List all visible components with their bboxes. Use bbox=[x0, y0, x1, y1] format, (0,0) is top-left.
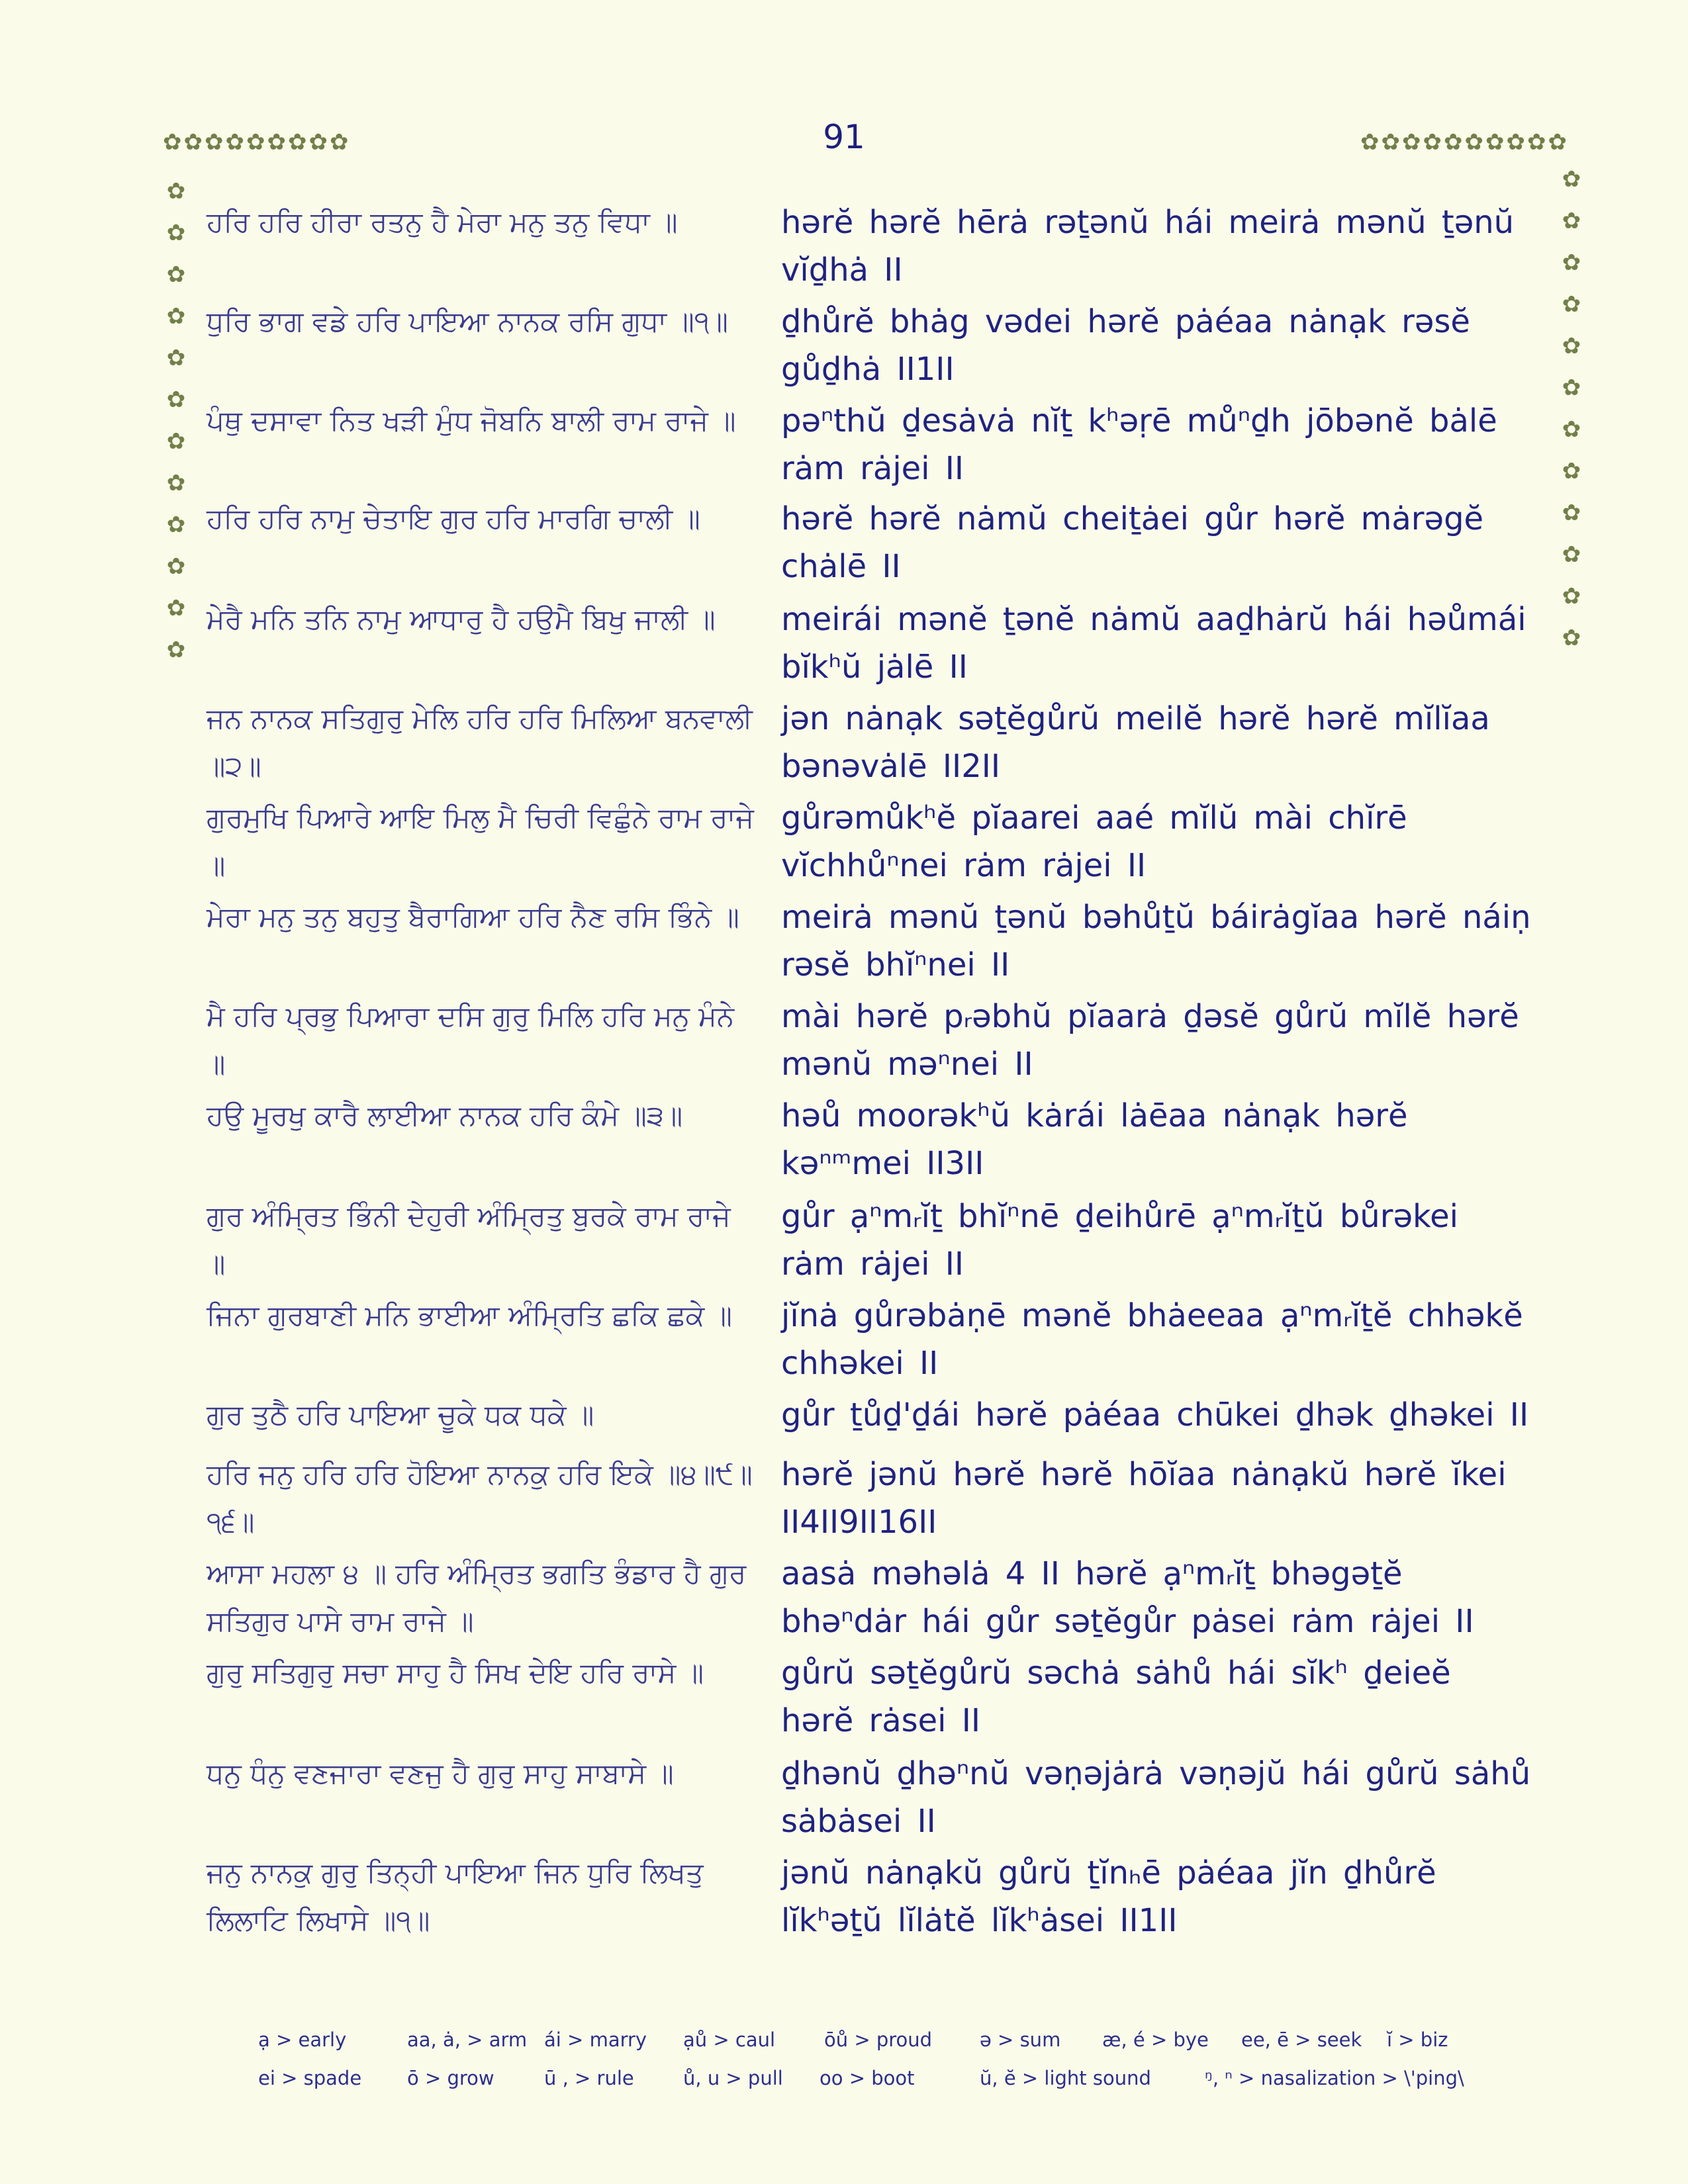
flower-ornament-icon: ✿ bbox=[166, 512, 186, 538]
flower-ornament-icon: ✿ bbox=[1485, 129, 1507, 156]
flower-ornament-icon: ✿ bbox=[288, 129, 309, 156]
flower-ornament-icon: ✿ bbox=[267, 129, 288, 156]
legend-row bbox=[258, 2028, 1516, 2067]
legend-item: ō > grow bbox=[407, 2067, 494, 2089]
flower-ornament-icon: ✿ bbox=[1506, 129, 1527, 156]
transliteration-text: ḏhənŭ ḏhəⁿnŭ vəṇəjȧrȧ vəṇəjŭ hái gůrŭ sȧhů sȧbȧsei II bbox=[781, 1755, 1531, 1840]
flower-ornament-icon: ✿ bbox=[166, 553, 186, 580]
gurmukhi-text: ਹਰਿ ਹਰਿ ਹੀਰਾ ਰਤਨੁ ਹੈ ਮੇਰਾ ਮਨੁ ਤਨੁ ਵਿਧਾ ॥ bbox=[207, 206, 678, 238]
gurmukhi-text: ਪੰਥੁ ਦਸਾਵਾ ਨਿਤ ਖੜੀ ਮੁੰਧ ਜੋਬਨਿ ਬਾਲੀ ਰਾਮ ਰਾਜੇ ॥ bbox=[207, 404, 736, 437]
flower-ornament-icon: ✿ bbox=[166, 303, 186, 330]
transliteration-text: gůr ạⁿmᵣĭṯ bhĭⁿnē ḏeihůrē ạⁿmᵣĭṯŭ bůrəkei rȧm rȧjei II bbox=[781, 1198, 1458, 1283]
flower-ornament-icon: ✿ bbox=[1562, 375, 1581, 401]
flower-ornament-icon: ✿ bbox=[1562, 583, 1581, 610]
legend-item: ōů > proud bbox=[824, 2028, 933, 2051]
transliteration-text: hərĕ jənŭ hərĕ hərĕ hōĭaa nȧnạkŭ hərĕ ĭkei II4II9II16II bbox=[781, 1456, 1507, 1541]
gurmukhi-text: ਹਰਿ ਜਨੁ ਹਰਿ ਹਰਿ ਹੋਇਆ ਨਾਨਕੁ ਹਰਿ ਇਕੇ ॥੪॥੯॥੧੬॥ bbox=[207, 1458, 753, 1538]
transliteration-text: meirái mənĕ ṯənĕ nȧmŭ aaḏhȧrŭ hái həůmái bĭkʰŭ jȧlē II bbox=[781, 601, 1526, 686]
flower-ornament-icon: ✿ bbox=[183, 129, 205, 156]
transliteration-text: həů moorəkʰŭ kȧrái lȧēaa nȧnạk hərĕ kəⁿᵐmei II3II bbox=[781, 1097, 1408, 1182]
legend-item: ů, u > pull bbox=[683, 2067, 783, 2089]
flower-ornament-icon: ✿ bbox=[205, 129, 226, 156]
transliteration-text: meirȧ mənŭ ṯənŭ bəhůṯŭ báirȧgĭaa hərĕ náiṇ rəsĕ bhĭⁿnei II bbox=[781, 899, 1531, 983]
transliteration-text: gůrəmůkʰĕ pĭaarei aaé mĭlŭ mài chĭrē vĭchhůⁿnei rȧm rȧjei II bbox=[781, 799, 1407, 884]
flower-ornament-icon: ✿ bbox=[1562, 416, 1581, 443]
gurmukhi-text: ਗੁਰਮੁਖਿ ਪਿਆਰੇ ਆਇ ਮਿਲੁ ਮੈ ਚਿਰੀ ਵਿਛੁੰਨੇ ਰਾਮ ਰਾਜੇ ॥ bbox=[207, 801, 754, 882]
flower-ornament-icon: ✿ bbox=[225, 129, 246, 156]
legend-item: ĭ > biz bbox=[1387, 2028, 1448, 2051]
gurmukhi-text: ਧੁਰਿ ਭਾਗ ਵਡੇ ਹਰਿ ਪਾਇਆ ਨਾਨਕ ਰਸਿ ਗੁਧਾ ॥੧॥ bbox=[207, 305, 728, 338]
transliteration-text: ḏhůrĕ bhȧg vədei hərĕ pȧéaa nȧnạk rəsĕ gůḏhȧ II1II bbox=[781, 303, 1470, 388]
flower-ornament-icon: ✿ bbox=[1381, 129, 1402, 156]
gurmukhi-text: ਗੁਰ ਅੰਮ੍ਰਿਤ ਭਿੰਨੀ ਦੇਹੁਰੀ ਅੰਮ੍ਰਿਤੁ ਬੁਰਕੇ ਰਾਮ ਰਾਜੇ ॥ bbox=[207, 1200, 731, 1280]
transliteration-text: jənŭ nȧnạkŭ gůrŭ ṯĭnₕē pȧéaa jĭn ḏhůrĕ lĭkʰəṯŭ lĭlȧtĕ lĭkʰȧsei II1II bbox=[781, 1854, 1436, 1939]
legend-item: ə > sum bbox=[980, 2028, 1061, 2051]
flower-ornament-icon: ✿ bbox=[1562, 166, 1581, 193]
gurmukhi-text: ਗੁਰ ਤੁਠੈ ਹਰਿ ਪਾਇਆ ਚੂਕੇ ਧਕ ਧਕੇ ॥ bbox=[207, 1398, 594, 1431]
flower-ornament-icon: ✿ bbox=[1562, 250, 1581, 276]
gurmukhi-text: ਆਸਾ ਮਹਲਾ ੪ ॥ ਹਰਿ ਅੰਮ੍ਰਿਤ ਭਗਤਿ ਭੰਡਾਰ ਹੈ ਗੁਰ ਸਤਿਗੁਰ ਪਾਸੇ ਰਾਮ ਰਾਜੇ ॥ bbox=[207, 1557, 747, 1637]
flower-ornament-icon: ✿ bbox=[1464, 129, 1485, 156]
gurmukhi-text: ਜਿਨਾ ਗੁਰਬਾਣੀ ਮਨਿ ਭਾਈਆ ਅੰਮ੍ਰਿਤਿ ਛਕਿ ਛਕੇ ॥ bbox=[207, 1299, 732, 1332]
flower-ornament-icon: ✿ bbox=[1562, 541, 1581, 568]
flower-ornament-icon: ✿ bbox=[166, 470, 186, 496]
flower-ornament-icon: ✿ bbox=[1423, 129, 1444, 156]
flower-ornament-icon: ✿ bbox=[163, 129, 184, 156]
transliteration-text: hərĕ hərĕ nȧmŭ cheiṯȧei gůr hərĕ mȧrəgĕ chȧlē II bbox=[781, 500, 1484, 585]
flower-ornament-icon: ✿ bbox=[246, 129, 267, 156]
legend-item: ee, ē > seek bbox=[1241, 2028, 1362, 2051]
flower-ornament-icon: ✿ bbox=[1562, 625, 1581, 651]
flower-ornament-icon: ✿ bbox=[1562, 333, 1581, 359]
transliteration-text: gůr ṯůḏ'ḏái hərĕ pȧéaa chūkei ḏhək ḏhəkei II bbox=[781, 1396, 1529, 1433]
flower-ornament-icon: ✿ bbox=[1360, 129, 1382, 156]
flower-ornament-icon: ✿ bbox=[166, 595, 186, 621]
gurmukhi-text: ਗੁਰੁ ਸਤਿਗੁਰੁ ਸਚਾ ਸਾਹੁ ਹੈ ਸਿਖ ਦੇਇ ਹਰਿ ਰਾਸੇ ॥ bbox=[207, 1657, 704, 1689]
transliteration-text: jĭnȧ gůrəbȧṇē mənĕ bhȧeeaa ạⁿmᵣĭṯĕ chhəkĕ chhəkei II bbox=[781, 1297, 1523, 1382]
gurmukhi-text: ਜਨ ਨਾਨਕ ਸਤਿਗੁਰੁ ਮੇਲਿ ਹਰਿ ਹਰਿ ਮਿਲਿਆ ਬਨਵਾਲੀ ॥੨॥ bbox=[207, 702, 753, 782]
flower-ornament-icon: ✿ bbox=[166, 261, 186, 288]
flower-ornament-icon: ✿ bbox=[1562, 208, 1581, 234]
legend-item: aa, ȧ, > arm bbox=[407, 2028, 528, 2051]
legend-item: ū , > rule bbox=[544, 2067, 634, 2089]
flower-ornament-icon: ✿ bbox=[166, 345, 186, 371]
gurmukhi-text: ਮੈ ਹਰਿ ਪ੍ਰਭੁ ਪਿਆਰਾ ਦਸਿ ਗੁਰੁ ਮਿਲਿ ਹਰਿ ਮਨੁ ਮੰਨੇ ॥ bbox=[207, 1000, 735, 1080]
flower-ornament-icon: ✿ bbox=[330, 129, 351, 156]
flower-ornament-icon: ✿ bbox=[166, 387, 186, 413]
page-number: 91 bbox=[823, 118, 865, 156]
legend-item: oo > boot bbox=[820, 2067, 915, 2089]
flower-border-top-right bbox=[1360, 131, 1569, 154]
gurmukhi-text: ਜਨੁ ਨਾਨਕੁ ਗੁਰੁ ਤਿਨ੍ਹੀ ਪਾਇਆ ਜਿਨ ਧੁਰਿ ਲਿਖਤੁ ਲਿਲਾਟਿ ਲਿਖਾਸੇ ॥੧॥ bbox=[207, 1856, 704, 1936]
legend-item: æ, é > bye bbox=[1102, 2028, 1209, 2051]
transliteration-text: aasȧ məhəlȧ 4 II hərĕ ạⁿmᵣĭṯ bhəgəṯĕ bhəⁿdȧr hái gůr səṯĕgůr pȧsei rȧm rȧjei II bbox=[781, 1555, 1474, 1640]
transliteration-text: mài hərĕ pᵣəbhŭ pĭaarȧ ḏəsĕ gůrŭ mĭlĕ hərĕ mənŭ məⁿnei II bbox=[781, 998, 1519, 1083]
legend-item: ái > marry bbox=[544, 2028, 647, 2051]
gurmukhi-text: ਮੇਰਾ ਮਨੁ ਤਨੁ ਬਹੁਤੁ ਬੈਰਾਗਿਆ ਹਰਿ ਨੈਣ ਰਸਿ ਭਿੰਨੇ ॥ bbox=[207, 901, 739, 933]
transliteration-text: hərĕ hərĕ hērȧ rəṯənŭ hái meirȧ mənŭ ṯənŭ vĭḏhȧ II bbox=[781, 204, 1515, 289]
gurmukhi-text: ਹਰਿ ਹਰਿ ਨਾਮੁ ਚੇਤਾਇ ਗੁਰ ਹਰਿ ਮਾਰਗਿ ਚਾਲੀ ॥ bbox=[207, 502, 700, 535]
legend-item: ạ > early bbox=[258, 2028, 347, 2051]
flower-ornament-icon: ✿ bbox=[1444, 129, 1465, 156]
flower-ornament-icon: ✿ bbox=[1562, 458, 1581, 484]
legend-row bbox=[258, 2067, 1516, 2105]
gurmukhi-text: ਮੇਰੈ ਮਨਿ ਤਨਿ ਨਾਮੁ ਆਧਾਰੁ ਹੈ ਹਉਮੈ ਬਿਖੁ ਜਾਲੀ ॥ bbox=[207, 603, 716, 635]
legend-item: ŭ, ĕ > light sound bbox=[980, 2067, 1151, 2089]
pronunciation-legend bbox=[258, 2028, 1516, 2105]
flower-ornament-icon: ✿ bbox=[166, 220, 186, 246]
flower-ornament-icon: ✿ bbox=[1527, 129, 1548, 156]
flower-ornament-icon: ✿ bbox=[1402, 129, 1423, 156]
flower-ornament-icon: ✿ bbox=[1562, 500, 1581, 526]
flower-border-top-left bbox=[163, 131, 351, 154]
gurmukhi-text: ਧਨੁ ਧੰਨੁ ਵਣਜਾਰਾ ਵਣਜੁ ਹੈ ਗੁਰੁ ਸਾਹੁ ਸਾਬਾਸੇ ॥ bbox=[207, 1757, 674, 1790]
transliteration-text: pəⁿthŭ ḏesȧvȧ nĭṯ kʰəṛē můⁿḏh jōbənĕ bȧlē rȧm rȧjei II bbox=[781, 402, 1497, 487]
gurmukhi-text: ਹਉ ਮੂਰਖੁ ਕਾਰੈ ਲਾਈਆ ਨਾਨਕ ਹਰਿ ਕੰਮੇ ॥੩॥ bbox=[207, 1099, 683, 1132]
flower-border-right bbox=[1558, 159, 1585, 659]
flower-ornament-icon: ✿ bbox=[308, 129, 330, 156]
flower-border-left bbox=[163, 171, 189, 671]
flower-ornament-icon: ✿ bbox=[166, 637, 186, 663]
flower-ornament-icon: ✿ bbox=[166, 428, 186, 455]
flower-ornament-icon: ✿ bbox=[166, 178, 186, 205]
transliteration-text: gůrŭ səṯĕgůrŭ səchȧ sȧhů hái sĭkʰ ḏeieĕ hərĕ rȧsei II bbox=[781, 1655, 1451, 1739]
flower-ornament-icon: ✿ bbox=[1562, 291, 1581, 318]
legend-item: ạů > caul bbox=[683, 2028, 776, 2051]
transliteration-text: jən nȧnạk səṯĕgůrŭ meilĕ hərĕ hərĕ mĭlĭaa bənəvȧlē II2II bbox=[781, 700, 1490, 785]
legend-item: ᵑ, ⁿ > nasalization > \'ping\ bbox=[1205, 2067, 1464, 2089]
flower-ornament-icon: ✿ bbox=[1548, 129, 1569, 156]
legend-item: ei > spade bbox=[258, 2067, 362, 2089]
